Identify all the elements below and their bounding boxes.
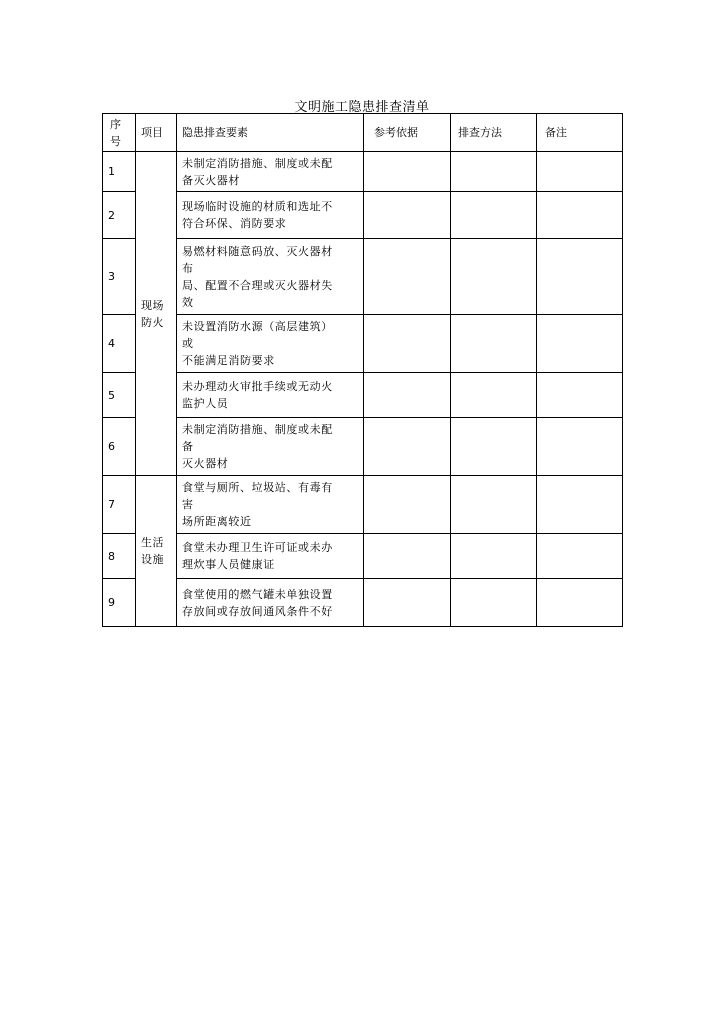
row-requirement bbox=[177, 239, 364, 315]
item-group-label: 现场 bbox=[141, 298, 164, 312]
requirement-line: 现场临时设施的材质和选址不 bbox=[182, 200, 333, 213]
header-seq: 序号 bbox=[103, 114, 136, 152]
requirement-line: 或 bbox=[182, 337, 194, 350]
row-reference bbox=[364, 373, 451, 418]
requirement-line: 灭火器材 bbox=[182, 457, 229, 470]
table-row bbox=[103, 192, 623, 239]
requirement-line: 食堂未办理卫生许可证或未办 bbox=[182, 541, 333, 554]
row-method bbox=[451, 315, 537, 373]
row-method bbox=[451, 239, 537, 315]
requirement-line: 食堂使用的燃气罐未单独设置 bbox=[182, 587, 333, 601]
requirement-line: 未设置消防水源（高层建筑） bbox=[182, 320, 333, 333]
row-reference bbox=[364, 192, 451, 239]
table-row bbox=[103, 373, 623, 418]
row-reference bbox=[364, 476, 451, 534]
row-note bbox=[537, 152, 623, 192]
requirement-line: 未办理动火审批手续或无动火 bbox=[182, 380, 333, 393]
header-method: 排查方法 bbox=[451, 114, 537, 152]
row-seq: 5 bbox=[103, 373, 136, 418]
table-row bbox=[103, 152, 623, 192]
requirement-line: 未制定消防措施、制度或未配 bbox=[182, 423, 333, 436]
row-requirement bbox=[177, 315, 364, 373]
document-title: 文明施工隐患排查清单 bbox=[294, 100, 430, 115]
row-seq: 6 bbox=[103, 418, 136, 476]
row-seq: 1 bbox=[103, 152, 136, 192]
row-seq: 4 bbox=[103, 315, 136, 373]
item-group-label: 设施 bbox=[141, 553, 164, 566]
row-note bbox=[537, 476, 623, 534]
row-method bbox=[451, 476, 537, 534]
row-method bbox=[451, 418, 537, 476]
requirement-line: 布 bbox=[182, 261, 194, 275]
row-note bbox=[537, 192, 623, 239]
table-row bbox=[103, 315, 623, 373]
requirement-line: 场所距离较近 bbox=[182, 515, 252, 528]
row-note bbox=[537, 315, 623, 373]
requirement-line: 效 bbox=[182, 295, 194, 309]
row-reference bbox=[364, 579, 451, 627]
item-group-label: 防火 bbox=[141, 315, 164, 329]
row-note bbox=[537, 239, 623, 315]
row-method bbox=[451, 192, 537, 239]
requirement-line: 存放间或存放间通风条件不好 bbox=[182, 604, 333, 618]
requirement-line: 不能满足消防要求 bbox=[182, 354, 275, 367]
row-requirement bbox=[177, 192, 364, 239]
row-note bbox=[537, 579, 623, 627]
row-method bbox=[451, 534, 537, 579]
table-row bbox=[103, 534, 623, 579]
row-seq: 7 bbox=[103, 476, 136, 534]
row-method bbox=[451, 152, 537, 192]
header-item: 项目 bbox=[136, 114, 177, 152]
requirement-line: 食堂与厕所、垃圾站、有毒有 bbox=[182, 481, 333, 494]
item-group-living bbox=[136, 476, 177, 627]
row-reference bbox=[364, 418, 451, 476]
table-row bbox=[103, 476, 623, 534]
requirement-line: 易燃材料随意码放、灭火器材 bbox=[182, 244, 333, 258]
header-note: 备注 bbox=[537, 114, 623, 152]
requirement-line: 备灭火器材 bbox=[182, 173, 240, 187]
row-requirement bbox=[177, 476, 364, 534]
row-note bbox=[537, 534, 623, 579]
requirement-line: 备 bbox=[182, 440, 194, 453]
table-header-row bbox=[103, 114, 623, 152]
requirement-line: 监护人员 bbox=[182, 397, 229, 410]
row-seq: 3 bbox=[103, 239, 136, 315]
row-seq: 8 bbox=[103, 534, 136, 579]
row-requirement bbox=[177, 152, 364, 192]
header-reference: 参考依据 bbox=[364, 114, 451, 152]
row-requirement bbox=[177, 534, 364, 579]
row-requirement bbox=[177, 579, 364, 627]
row-requirement bbox=[177, 373, 364, 418]
row-method bbox=[451, 373, 537, 418]
row-reference bbox=[364, 534, 451, 579]
requirement-line: 理炊事人员健康证 bbox=[182, 558, 275, 571]
row-seq: 2 bbox=[103, 192, 136, 239]
row-requirement bbox=[177, 418, 364, 476]
item-group-fire bbox=[136, 152, 177, 476]
requirement-line: 局、配置不合理或灭火器材失 bbox=[182, 278, 333, 292]
row-note bbox=[537, 418, 623, 476]
row-reference bbox=[364, 239, 451, 315]
header-requirement: 隐患排查要素 bbox=[177, 114, 364, 152]
row-reference bbox=[364, 152, 451, 192]
table-row bbox=[103, 418, 623, 476]
row-reference bbox=[364, 315, 451, 373]
requirement-line: 未制定消防措施、制度或未配 bbox=[182, 156, 333, 170]
table-row bbox=[103, 239, 623, 315]
row-seq: 9 bbox=[103, 579, 136, 627]
requirement-line: 害 bbox=[182, 498, 194, 511]
requirement-line: 符合环保、消防要求 bbox=[182, 217, 287, 230]
row-method bbox=[451, 579, 537, 627]
item-group-label: 生活 bbox=[141, 536, 164, 549]
table-row bbox=[103, 579, 623, 627]
row-note bbox=[537, 373, 623, 418]
hazard-checklist-table bbox=[102, 113, 623, 627]
